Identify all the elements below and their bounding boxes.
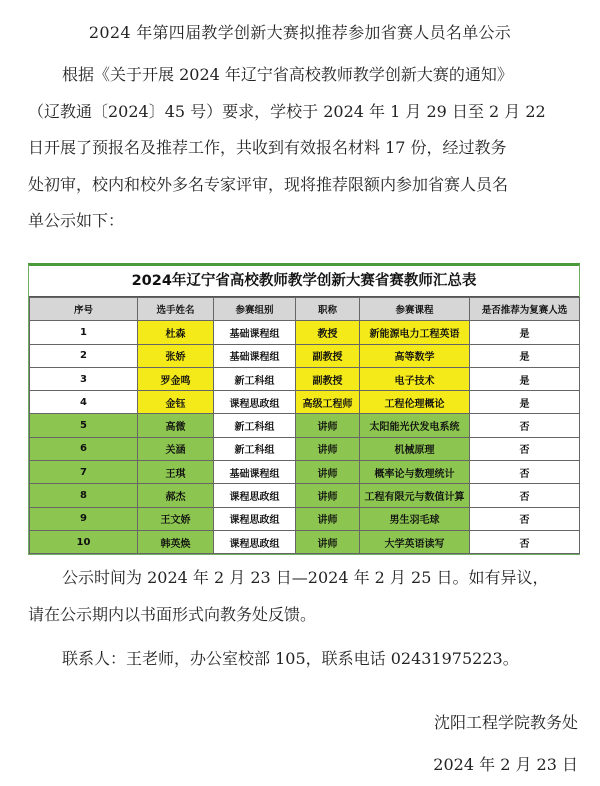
cell-recommended: 否 [470, 484, 580, 507]
table-row [30, 461, 580, 484]
cell-group: 课程思政组 [214, 507, 296, 530]
table-row [30, 484, 580, 507]
table-row [30, 321, 580, 344]
signature-date: 2024 年 2 月 23 日 [433, 755, 578, 774]
cell-group: 基础课程组 [214, 461, 296, 484]
document-title: 2024 年第四届教学创新大赛拟推荐参加省赛人员名单公示 [88, 23, 512, 42]
table-row [30, 391, 580, 414]
cell-title: 讲师 [296, 530, 360, 553]
notice-paragraph [28, 560, 580, 633]
table-row [30, 344, 580, 367]
cell-recommended: 是 [470, 321, 580, 344]
cell-group: 基础课程组 [214, 321, 296, 344]
cell-index: 6 [30, 437, 138, 460]
cell-title: 讲师 [296, 414, 360, 437]
cell-group: 新工科组 [214, 414, 296, 437]
cell-title: 教授 [296, 321, 360, 344]
intro-paragraph [28, 57, 580, 240]
table-row [30, 507, 580, 530]
cell-title: 讲师 [296, 437, 360, 460]
cell-title: 讲师 [296, 484, 360, 507]
notice-line: 请在公示期内以书面形式向教务处反馈。 [28, 604, 317, 624]
header-cell: 序号 [30, 298, 138, 321]
notice-line: 公示时间为 2024 年 2 月 23 日—2024 年 2 月 25 日。如有异议， [62, 568, 549, 587]
intro-line: 日开展了预报名及推荐工作，共收到有效报名材料 17 份，经过教务 [28, 138, 507, 157]
cell-recommended: 是 [470, 344, 580, 367]
cell-title: 副教授 [296, 344, 360, 367]
cell-group: 新工科组 [214, 437, 296, 460]
cell-group: 课程思政组 [214, 484, 296, 507]
cell-index: 5 [30, 414, 138, 437]
summary-table [29, 297, 580, 554]
cell-course: 概率论与数理统计 [360, 461, 470, 484]
cell-name: 关涵 [138, 437, 214, 460]
cell-recommended: 否 [470, 530, 580, 553]
cell-index: 9 [30, 507, 138, 530]
cell-course: 电子技术 [360, 367, 470, 390]
cell-name: 罗金鸣 [138, 367, 214, 390]
cell-group: 课程思政组 [214, 391, 296, 414]
cell-title: 高级工程师 [296, 391, 360, 414]
header-cell: 职称 [296, 298, 360, 321]
summary-table-frame [28, 263, 580, 555]
cell-index: 7 [30, 461, 138, 484]
table-row [30, 530, 580, 553]
header-cell: 是否推荐为复赛人选 [470, 298, 580, 321]
cell-course: 大学英语读写 [360, 530, 470, 553]
cell-name: 金钰 [138, 391, 214, 414]
cell-course: 太阳能光伏发电系统 [360, 414, 470, 437]
cell-index: 4 [30, 391, 138, 414]
cell-title: 讲师 [296, 461, 360, 484]
cell-index: 10 [30, 530, 138, 553]
cell-group: 课程思政组 [214, 530, 296, 553]
contact-line: 联系人：王老师，办公室校部 105，联系电话 02431975223。 [62, 649, 519, 668]
header-cell: 参赛组别 [214, 298, 296, 321]
cell-group: 基础课程组 [214, 344, 296, 367]
table-title: 2024年辽宁省高校教师教学创新大赛省赛教师汇总表 [29, 266, 579, 297]
cell-course: 机械原理 [360, 437, 470, 460]
intro-line: 单公示如下： [28, 211, 125, 230]
cell-recommended: 否 [470, 414, 580, 437]
intro-line: 根据《关于开展 2024 年辽宁省高校教师教学创新大赛的通知》 [62, 65, 513, 84]
cell-index: 1 [30, 321, 138, 344]
cell-recommended: 否 [470, 437, 580, 460]
cell-name: 王文娇 [138, 507, 214, 530]
cell-recommended: 是 [470, 391, 580, 414]
cell-course: 男生羽毛球 [360, 507, 470, 530]
cell-name: 张娇 [138, 344, 214, 367]
table-row [30, 367, 580, 390]
cell-group: 新工科组 [214, 367, 296, 390]
cell-recommended: 否 [470, 461, 580, 484]
cell-course: 新能源电力工程英语 [360, 321, 470, 344]
cell-title: 副教授 [296, 367, 360, 390]
intro-line: 处初审，校内和校外多名专家评审，现将推荐限额内参加省赛人员名 [28, 174, 509, 194]
cell-course: 工程伦理概论 [360, 391, 470, 414]
cell-name: 郝杰 [138, 484, 214, 507]
cell-name: 王琪 [138, 461, 214, 484]
cell-title: 讲师 [296, 507, 360, 530]
cell-name: 韩英焕 [138, 530, 214, 553]
cell-index: 3 [30, 367, 138, 390]
header-cell: 参赛课程 [360, 298, 470, 321]
table-row [30, 414, 580, 437]
cell-recommended: 是 [470, 367, 580, 390]
table-row [30, 437, 580, 460]
header-cell: 选手姓名 [138, 298, 214, 321]
intro-line: （辽教通〔2024〕45 号）要求，学校于 2024 年 1 月 29 日至 2 月 22 [28, 101, 546, 121]
signature-org: 沈阳工程学院教务处 [433, 713, 578, 732]
cell-name: 杜森 [138, 321, 214, 344]
table-header-row [30, 298, 580, 321]
cell-course: 高等数学 [360, 344, 470, 367]
cell-name: 高微 [138, 414, 214, 437]
cell-index: 8 [30, 484, 138, 507]
cell-course: 工程有限元与数值计算 [360, 484, 470, 507]
cell-index: 2 [30, 344, 138, 367]
cell-recommended: 否 [470, 507, 580, 530]
